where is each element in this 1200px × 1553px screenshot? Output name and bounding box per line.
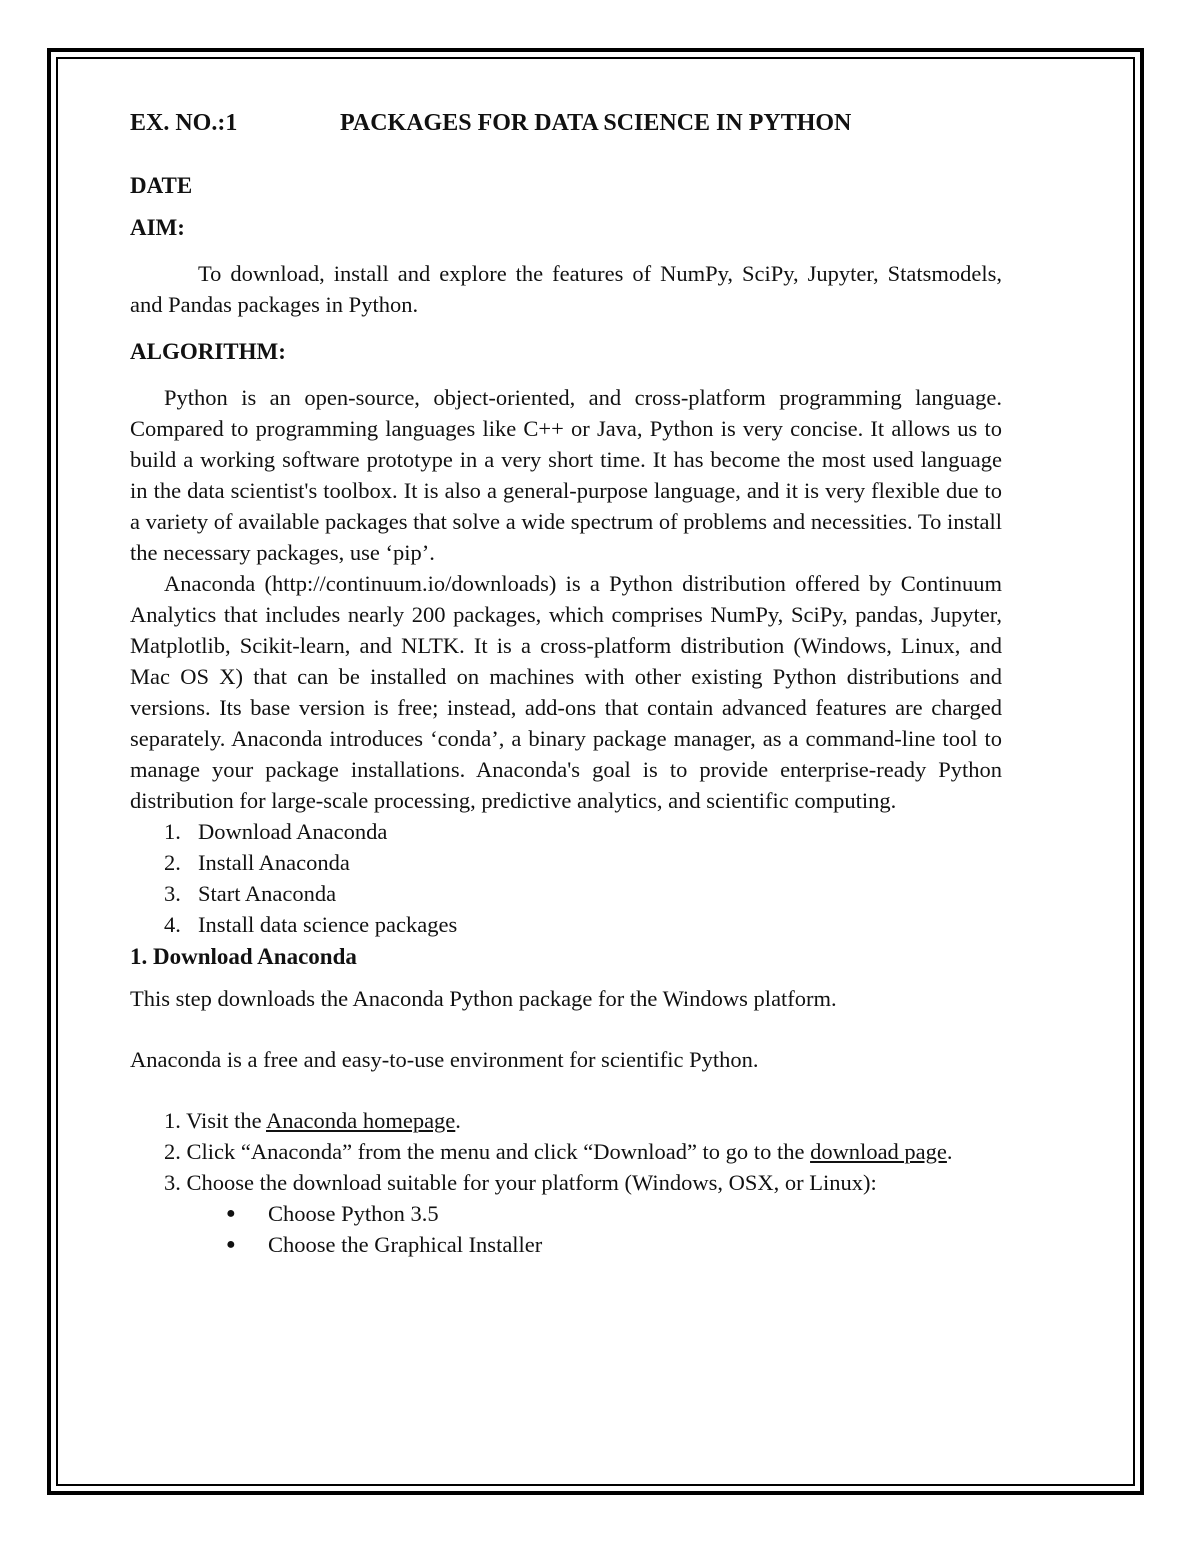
platform-bullets xyxy=(130,1198,1002,1260)
exercise-title: PACKAGES FOR DATA SCIENCE IN PYTHON xyxy=(340,110,852,136)
aim-text: To download, install and explore the features of NumPy, SciPy, Jupyter, Statsmodels, and Pandas packages in Python. xyxy=(130,261,1002,317)
download-step-3: 3. Choose the download suitable for your platform (Windows, OSX, or Linux): xyxy=(164,1170,877,1195)
list-number: 2. xyxy=(164,850,181,875)
download-page-link[interactable]: download page xyxy=(810,1139,947,1164)
exercise-number: EX. NO.:1 xyxy=(130,110,238,136)
list-number: 4. xyxy=(164,912,181,937)
algorithm-heading: ALGORITHM: xyxy=(130,339,286,364)
algorithm-paragraph-2: Anaconda (http://continuum.io/downloads) is a Python distribution offered by Continuum Analytics that includes nearly 200 packages, which comprises NumPy, SciPy, pandas, Jupyter, Matplotlib, Scikit-learn, and NLTK. It is a cross-platform distribution (Windows, Linux, and Mac OS X) that can be installed on machines with other existing Python distributions and versions. Its base version is free; instead, add-ons that contain advanced features are charged separately. Anaconda introduces ‘conda’, a binary package manager, as a command-line tool to manage your package installations. Anaconda's goal is to provide enterprise-ready Python distribution for large-scale processing, predictive analytics, and scientific computing. xyxy=(130,571,1002,813)
bullet-icon: ● xyxy=(226,1236,236,1253)
aim-heading: AIM: xyxy=(130,215,185,240)
step-2-prefix: 2. Click “Anaconda” from the menu and click “Download” to go to the xyxy=(164,1139,811,1164)
bullet-text: Choose Python 3.5 xyxy=(268,1201,439,1226)
step-2-suffix: . xyxy=(946,1139,953,1164)
download-heading: 1. Download Anaconda xyxy=(130,944,357,969)
list-text: Start Anaconda xyxy=(198,881,337,906)
list-item xyxy=(164,847,1002,878)
list-item xyxy=(164,816,1002,847)
bullet-icon: ● xyxy=(226,1205,236,1222)
bullet-text: Choose the Graphical Installer xyxy=(268,1232,543,1257)
list-text: Download Anaconda xyxy=(198,819,388,844)
download-step-1 xyxy=(164,1105,1002,1136)
download-line-2: Anaconda is a free and easy-to-use environment for scientific Python. xyxy=(130,1047,759,1072)
list-item xyxy=(226,1229,1002,1260)
algorithm-paragraph-1: Python is an open-source, object-oriented, and cross-platform programming language. Compared to programming languages like C++ or Java, Python is very concise. It allows us to build a working software prototype in a very short time. It has become the most used language in the data scientist's toolbox. It is also a general-purpose language, and it is very flexible due to a variety of available packages that solve a wide spectrum of problems and necessities. To install the necessary packages, use ‘pip’. xyxy=(130,385,1002,565)
list-item xyxy=(164,878,1002,909)
download-step-2 xyxy=(164,1136,1002,1167)
exercise-header xyxy=(130,104,1002,142)
anaconda-homepage-link[interactable]: Anaconda homepage xyxy=(266,1108,456,1133)
step-1-suffix: . xyxy=(455,1108,461,1133)
algorithm-steps-list xyxy=(130,816,1002,940)
download-steps xyxy=(130,1105,1002,1198)
list-text: Install data science packages xyxy=(198,912,458,937)
list-number: 1. xyxy=(164,819,181,844)
date-label: DATE xyxy=(130,173,193,198)
document-content xyxy=(130,100,1002,1260)
list-item xyxy=(164,909,1002,940)
list-text: Install Anaconda xyxy=(198,850,350,875)
download-line-1: This step downloads the Anaconda Python package for the Windows platform. xyxy=(130,986,837,1011)
list-number: 3. xyxy=(164,881,181,906)
step-1-prefix: 1. Visit the xyxy=(164,1108,266,1133)
list-item xyxy=(226,1198,1002,1229)
